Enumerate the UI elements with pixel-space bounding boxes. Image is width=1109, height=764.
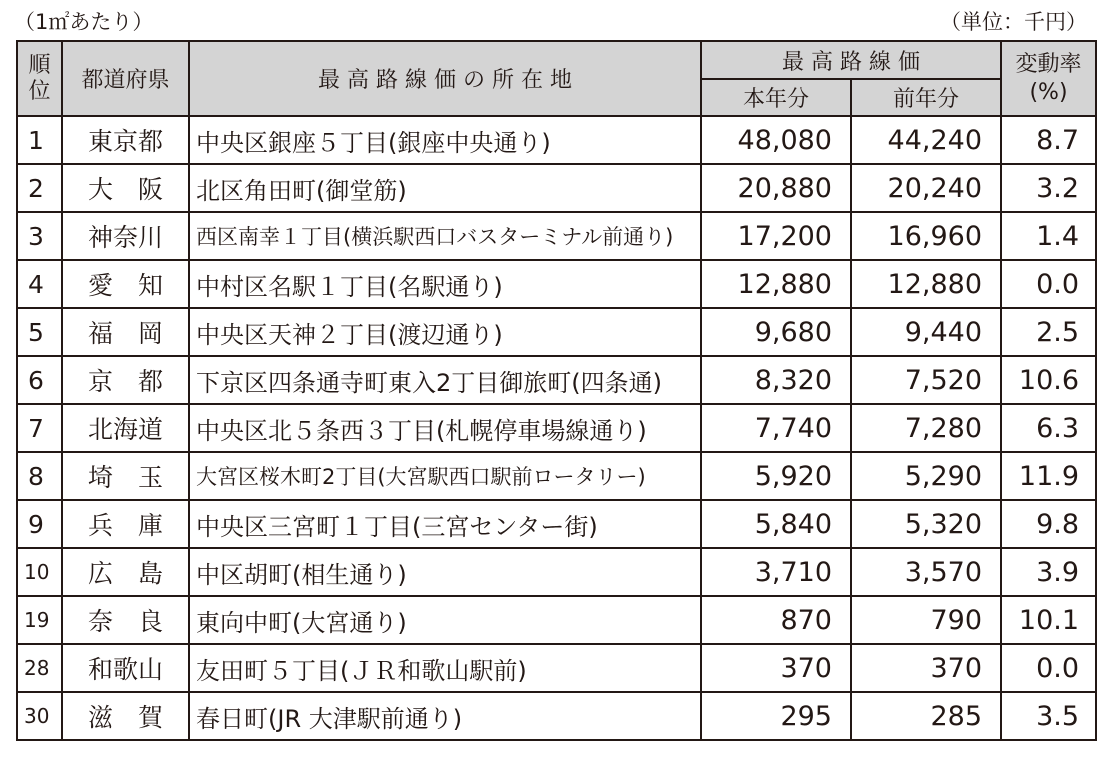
change-rate-cell: 2.5 [1001,308,1096,356]
last-year-price-cell: 3,570 [851,548,1001,596]
table-row [17,596,1096,644]
prefecture-cell: 和歌山 [62,644,189,692]
table-row [17,116,1096,164]
table-row [17,164,1096,212]
rank-cell: 8 [17,452,62,500]
location-cell: 友田町５丁目(ＪＲ和歌山駅前) [189,644,701,692]
this-year-price-cell: 5,920 [701,452,851,500]
header-change-rate [1001,41,1096,116]
change-rate-cell: 10.6 [1001,356,1096,404]
change-rate-cell: 3.5 [1001,692,1096,740]
header-prefecture: 都道府県 [62,41,189,116]
table-row [17,404,1096,452]
this-year-price-cell: 3,710 [701,548,851,596]
last-year-price-cell: 285 [851,692,1001,740]
prefecture-cell: 福 岡 [62,308,189,356]
prefecture-cell: 北海道 [62,404,189,452]
last-year-price-cell: 7,280 [851,404,1001,452]
unit-note-right: （単位：千円） [940,10,1087,34]
change-rate-cell: 0.0 [1001,260,1096,308]
table-row [17,260,1096,308]
table-row [17,644,1096,692]
last-year-price-cell: 9,440 [851,308,1001,356]
this-year-price-cell: 9,680 [701,308,851,356]
last-year-price-cell: 20,240 [851,164,1001,212]
table-row [17,692,1096,740]
location-cell: 大宮区桜木町2丁目(大宮駅西口駅前ロータリー) [189,452,701,500]
this-year-price-cell: 7,740 [701,404,851,452]
rank-cell: 5 [17,308,62,356]
prefecture-cell: 東京都 [62,116,189,164]
rank-cell: 28 [17,644,62,692]
rank-cell: 30 [17,692,62,740]
last-year-price-cell: 790 [851,596,1001,644]
change-rate-cell: 3.2 [1001,164,1096,212]
prefecture-cell: 京 都 [62,356,189,404]
header-this-year: 本年分 [701,79,851,116]
location-cell: 中区胡町(相生通り) [189,548,701,596]
rank-cell: 9 [17,500,62,548]
prefecture-cell: 奈 良 [62,596,189,644]
rank-cell: 10 [17,548,62,596]
this-year-price-cell: 295 [701,692,851,740]
last-year-price-cell: 5,290 [851,452,1001,500]
this-year-price-cell: 20,880 [701,164,851,212]
change-rate-cell: 11.9 [1001,452,1096,500]
location-cell: 中央区北５条西３丁目(札幌停車場線通り) [189,404,701,452]
rank-cell: 6 [17,356,62,404]
rank-cell: 4 [17,260,62,308]
header-change-rate-label: 変動率 [1015,51,1082,77]
prefecture-cell: 滋 賀 [62,692,189,740]
table-row [17,548,1096,596]
table-row [17,500,1096,548]
table-row [17,452,1096,500]
change-rate-cell: 1.4 [1001,212,1096,260]
location-cell: 西区南幸１丁目(横浜駅西口バスターミナル前通り) [189,212,701,260]
last-year-price-cell: 7,520 [851,356,1001,404]
prefecture-cell: 埼 玉 [62,452,189,500]
prefecture-cell: 愛 知 [62,260,189,308]
header-price-group: 最 高 路 線 価 [701,41,1001,79]
this-year-price-cell: 5,840 [701,500,851,548]
location-cell: 春日町(JR 大津駅前通り) [189,692,701,740]
last-year-price-cell: 16,960 [851,212,1001,260]
header-rank-label: 順位 [28,52,51,104]
change-rate-cell: 6.3 [1001,404,1096,452]
header-rank [17,41,62,116]
prefecture-cell: 大 阪 [62,164,189,212]
rank-cell: 2 [17,164,62,212]
prefecture-cell: 広 島 [62,548,189,596]
last-year-price-cell: 5,320 [851,500,1001,548]
last-year-price-cell: 370 [851,644,1001,692]
prefecture-cell: 神奈川 [62,212,189,260]
table-row [17,212,1096,260]
this-year-price-cell: 8,320 [701,356,851,404]
land-price-table [16,40,1097,741]
this-year-price-cell: 370 [701,644,851,692]
rank-cell: 7 [17,404,62,452]
header-change-rate-unit: (%) [1029,79,1068,105]
header-last-year: 前年分 [851,79,1001,116]
unit-note-left: （1㎡あたり） [14,10,154,34]
change-rate-cell: 8.7 [1001,116,1096,164]
this-year-price-cell: 870 [701,596,851,644]
table-body [17,116,1096,740]
location-cell: 北区角田町(御堂筋) [189,164,701,212]
last-year-price-cell: 12,880 [851,260,1001,308]
location-cell: 下京区四条通寺町東入2丁目御旅町(四条通) [189,356,701,404]
location-cell: 中央区三宮町１丁目(三宮センター街) [189,500,701,548]
location-cell: 中央区銀座５丁目(銀座中央通り) [189,116,701,164]
header-location: 最 高 路 線 価 の 所 在 地 [189,41,701,116]
last-year-price-cell: 44,240 [851,116,1001,164]
table-row [17,308,1096,356]
rank-cell: 3 [17,212,62,260]
location-cell: 中村区名駅１丁目(名駅通り) [189,260,701,308]
rank-cell: 19 [17,596,62,644]
this-year-price-cell: 12,880 [701,260,851,308]
table-header [17,41,1096,116]
change-rate-cell: 10.1 [1001,596,1096,644]
location-cell: 東向中町(大宮通り) [189,596,701,644]
change-rate-cell: 3.9 [1001,548,1096,596]
rank-cell: 1 [17,116,62,164]
location-cell: 中央区天神２丁目(渡辺通り) [189,308,701,356]
change-rate-cell: 0.0 [1001,644,1096,692]
prefecture-cell: 兵 庫 [62,500,189,548]
change-rate-cell: 9.8 [1001,500,1096,548]
this-year-price-cell: 17,200 [701,212,851,260]
table-row [17,356,1096,404]
this-year-price-cell: 48,080 [701,116,851,164]
